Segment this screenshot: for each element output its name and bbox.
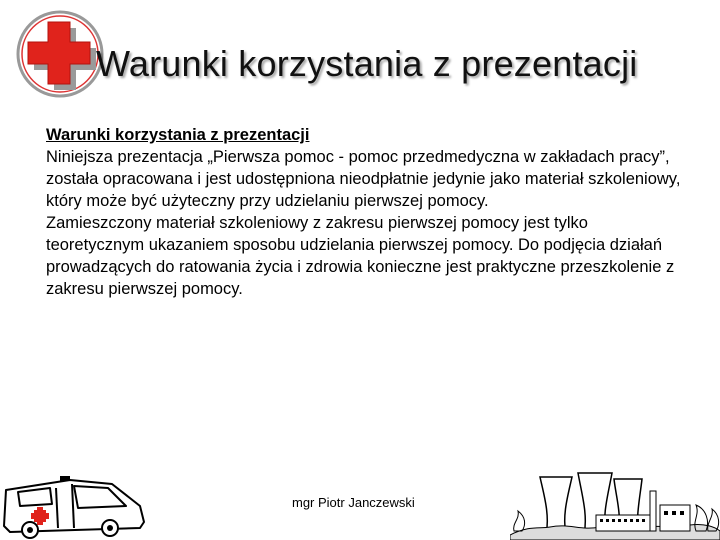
red-cross-icon [14, 8, 106, 100]
body-paragraph-2: Zamieszczony materiał szkoleniowy z zakresu pierwszej pomocy jest tylko teoretycznym ukazaniem sposobu udzielania pierwszej pomocy. Do podjęcia działań prowadzących do ratowania życia i zdrowia konieczne jest praktyczne przeszkolenie z zakresu pierwszej pomocy. [46, 214, 675, 298]
ambulance-icon [0, 470, 150, 540]
slide-title: Warunki korzystania z prezentacji [96, 43, 638, 84]
power-plant-icon [510, 465, 720, 540]
body-paragraph-1: Niniejsza prezentacja „Pierwsza pomoc - pomoc przedmedyczna w zakładach pracy”, została opracowana i jest udostępniona nieodpłatnie jedynie jako materiał szkoleniowy, który może być użyteczny przy udzielaniu pierwszej pomocy. [46, 148, 681, 210]
body-heading: Warunki korzystania z prezentacji [46, 126, 310, 144]
slide-body [46, 124, 686, 300]
author-footer: mgr Piotr Janczewski [292, 495, 415, 510]
